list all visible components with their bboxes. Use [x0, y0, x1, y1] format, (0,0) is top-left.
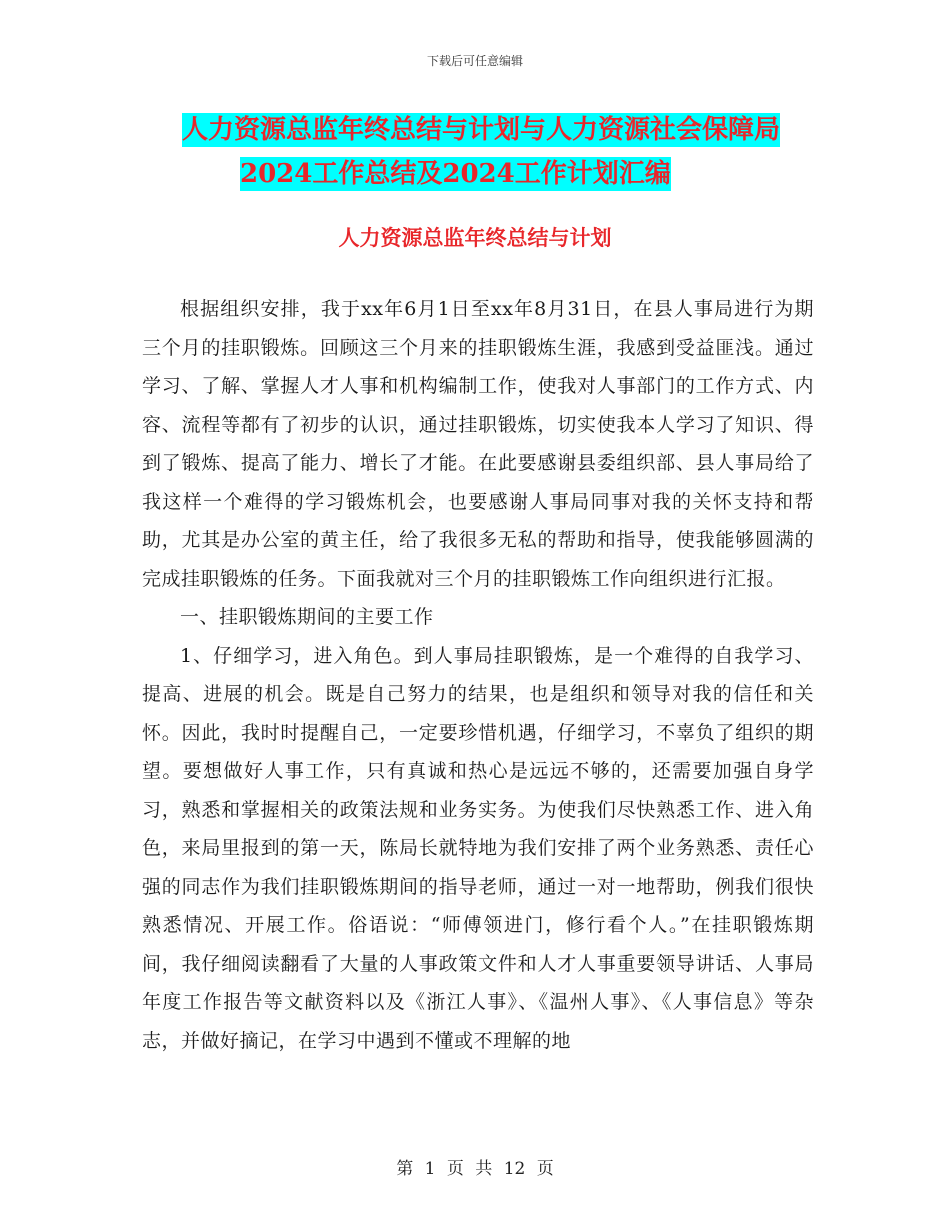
title-line-2: 2024工作总结及2024工作计划汇编	[240, 159, 671, 189]
paragraph-heading-1: 一、挂职锻炼期间的主要工作	[180, 606, 434, 628]
paragraph-item-1: 1、仔细学习，进入角色。到人事局挂职锻炼，是一个难得的自我学习、提高、进展的机会。既是自己努力的结果，也是组织和领导对我的信任和关怀。因此，我时时提醒自己，一定要珍惜机遇，仔细学习，不辜负了组织的期望。要想做好人事工作，只有真诚和热心是远远不够的，还需要加强自身学习，熟悉和掌握相关的政策法规和业务实务。为使我们尽快熟悉工作、进入角色，来局里报到的第一天，陈局长就特地为我们安排了两个业务熟悉、责任心强的同志作为我们挂职锻炼期间的指导老师，通过一对一地帮助，例我们很快熟悉情况、开展工作。俗语说：“师傅领进门，修行看个人。”在挂职锻炼期间，我仔细阅读翻看了大量的人事政策文件和人才人事重要领导讲话、人事局年度工作报告等文献资料以及《浙江人事》、《温州人事》、《人事信息》等杂志，并做好摘记，在学习中遇到不懂或不理解的地	[142, 644, 814, 1052]
page-footer: 第 1 页 共 12 页	[396, 1159, 554, 1179]
header-note: 下载后可任意编辑	[426, 54, 523, 68]
paragraph-intro: 根据组织安排，我于xx年6月1日至xx年8月31日，在县人事局进行为期三个月的挂职锻炼。回顾这三个月来的挂职锻炼生涯，我感到受益匪浅。通过学习、了解、掌握人才人事和机构编制工作，使我对人事部门的工作方式、内容、流程等都有了初步的认识，通过挂职锻炼，切实使我本人学习了知识、得到了锻炼、提高了能力、增长了才能。在此要感谢县委组织部、县人事局给了我这样一个难得的学习锻炼机会，也要感谢人事局同事对我的关怀支持和帮助，尤其是办公室的黄主任，给了我很多无私的帮助和指导，使我能够圆满的完成挂职锻炼的任务。下面我就对三个月的挂职锻炼工作向组织进行汇报。	[142, 298, 814, 590]
document-title	[0, 108, 950, 196]
section-title: 人力资源总监年终总结与计划	[338, 225, 612, 250]
title-line-1: 人力资源总监年终总结与计划与人力资源社会保障局	[182, 115, 781, 145]
document-body	[142, 290, 814, 1060]
